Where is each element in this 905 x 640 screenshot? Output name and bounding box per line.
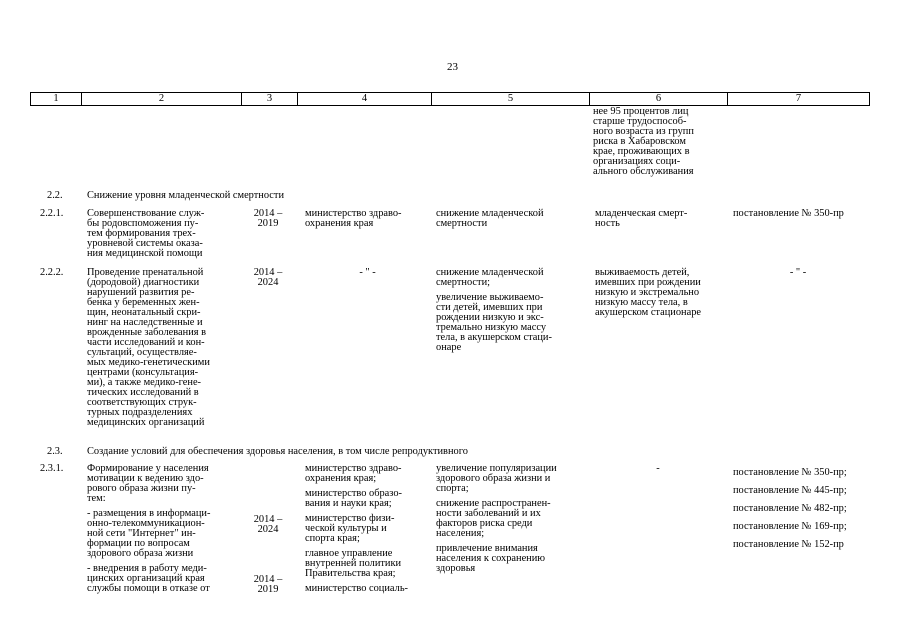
row-number: 2.2.1. — [40, 208, 64, 219]
section-number: 2.3. — [47, 446, 63, 457]
expected-result: снижение младенческой смертности; увеличение выживаемо- сти детей, имевших при рождении низкую и экс- тремально низкую массу тела, в акушерском стаци- онаре — [436, 267, 552, 353]
col-header-3: 3 — [241, 93, 297, 105]
row-number: 2.3.1. — [40, 463, 64, 474]
responsible-executor-ditto: - " - — [359, 267, 376, 278]
col-header-4: 4 — [297, 93, 431, 105]
continuation-col6: нее 95 процентов лиц старше трудоспособ- ного возраста из групп риска в Хабаровском крае, проживающих в организациях соци- ального обслуживания — [593, 106, 694, 177]
section-number: 2.2. — [47, 190, 63, 201]
col-header-6: 6 — [589, 93, 727, 105]
section-title: Создание условий для обеспечения здоровья населения, в том числе репродуктивного — [87, 446, 468, 457]
responsible-executor: министерство здраво- охранения края — [305, 208, 402, 229]
measure-description: Формирование у населения мотивации к ведению здо- рового образа жизни пу- тем: - размещения в информаци- онно-телекоммуникацион- ной сети "Интернет" ин- формации по вопросам здорового образа жизни - внедрения в работу меди- цинских организаций края службы помощи в отказе от — [87, 463, 211, 594]
section-title: Снижение уровня младенческой смертности — [87, 190, 285, 201]
responsible-executors: министерство здраво- охранения края; министерство образо- вания и науки края; министерство физи- ческой культуры и спорта края; главное управление внутренней политики Правительства края; министерство социаль- — [305, 463, 409, 594]
table-header — [30, 92, 870, 106]
measure-description: Совершенствование служ- бы родовспоможения пу- тем формирования трех- уровневой системы оказа- ния медицинской помощи — [87, 208, 205, 259]
row-number: 2.2.2. — [40, 267, 64, 278]
period: 2014 – 2019 — [253, 574, 283, 595]
page-number: 23 — [447, 61, 458, 73]
col-header-2: 2 — [81, 93, 241, 105]
regulation: постановление № 350-пр — [733, 208, 844, 219]
regulations-list: постановление № 350-пр; постановление № 445-пр; постановление № 482-пр; постановление № 169-пр; постановление № 152-пр — [733, 467, 847, 550]
col-header-5: 5 — [431, 93, 589, 105]
indicator: выживаемость детей, имевших при рождении низкую и экстремально низкую массу тела, в акушерском стационаре — [595, 267, 702, 318]
expected-result: увеличение популяризации здорового образа жизни и спорта; снижение распространен- ности заболеваний и их факторов риска среди населения; привлечение внимания населения к сохранению здоровья — [436, 463, 557, 574]
measure-description: Проведение пренатальной (дородовой) диагностики нарушений развития ре- бенка у беременных жен- щин, неонатальный скри- нинг на наследственные и врожденные заболевания в части исследований и кон- сультаций, осуществляе- мых медико-генетическими центрами (консультация- ми), а также медико-гене- тических исследований в соответствующих струк- турных подразделениях медицинских организаций — [87, 267, 210, 428]
indicator-dash: - — [656, 463, 660, 474]
period: 2014 – 2024 — [253, 267, 283, 288]
regulation-ditto: - " - — [789, 267, 807, 278]
col-header-1: 1 — [53, 93, 59, 104]
expected-result: снижение младенческой смертности — [436, 208, 544, 229]
col-header-7: 7 — [727, 93, 869, 105]
indicator: младенческая смерт- ность — [595, 208, 688, 229]
period: 2014 – 2019 — [253, 208, 283, 229]
period: 2014 – 2024 — [253, 514, 283, 535]
